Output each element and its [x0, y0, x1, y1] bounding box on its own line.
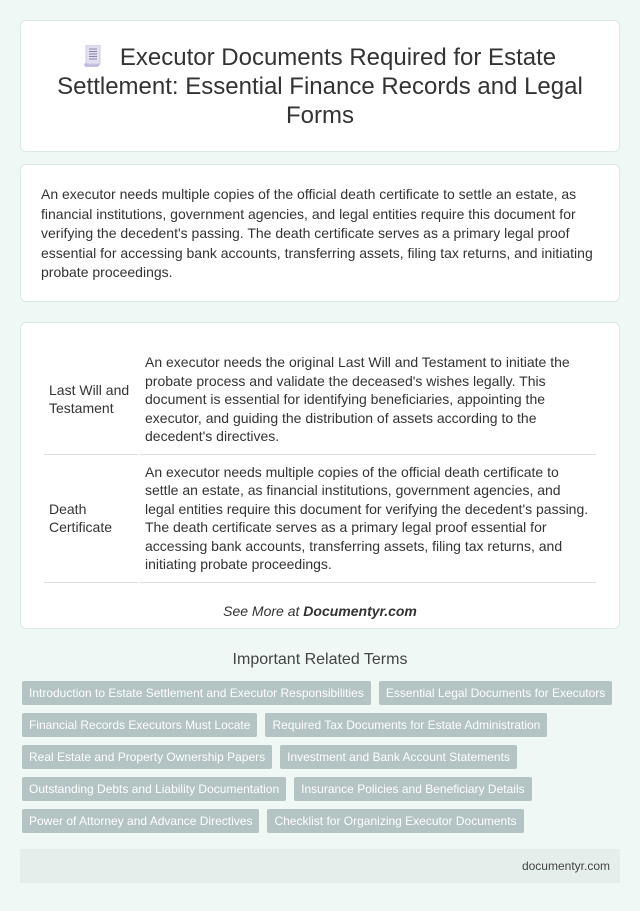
related-terms-title: Important Related Terms	[232, 651, 408, 668]
table-term: Last Will and Testament	[44, 345, 138, 455]
documents-table-card	[20, 322, 620, 629]
related-term-tag[interactable]: Outstanding Debts and Liability Documentation	[22, 777, 286, 801]
related-term-tag[interactable]: Insurance Policies and Beneficiary Details	[294, 777, 531, 801]
intro-text: An executor needs multiple copies of the official death certificate to settle an estate, as financial institutions, government agencies, and legal entities require this document for verifying the decedent's passing. The death certificate serves as a primary legal proof essential for accessing bank accounts, transferring assets, filing tax returns, and initiating probate proceedings.	[41, 186, 593, 280]
related-term-tag[interactable]: Checklist for Organizing Executor Documents	[267, 809, 523, 833]
title-card	[20, 20, 620, 152]
see-more-prefix: See More at	[223, 602, 304, 619]
related-term-tag[interactable]: Investment and Bank Account Statements	[280, 745, 517, 769]
table-row	[44, 345, 596, 455]
documents-table	[42, 345, 598, 583]
page-title-text: Executor Documents Required for Estate Settlement: Essential Finance Records and Legal Forms	[57, 43, 583, 129]
related-term-tag[interactable]: Essential Legal Documents for Executors	[379, 681, 612, 705]
intro-card	[20, 164, 620, 302]
footer	[20, 849, 620, 883]
see-more-link[interactable]: Documentyr.com	[303, 602, 417, 619]
related-term-tag[interactable]: Financial Records Executors Must Locate	[22, 713, 257, 737]
table-term: Death Certificate	[44, 455, 138, 583]
related-term-tag[interactable]: Power of Attorney and Advance Directives	[22, 809, 259, 833]
related-term-tag[interactable]: Real Estate and Property Ownership Papers	[22, 745, 272, 769]
footer-site[interactable]: documentyr.com	[521, 859, 610, 873]
table-row	[44, 455, 596, 583]
see-more	[42, 603, 598, 619]
table-description: An executor needs the original Last Will and Testament to initiate the probate process and validate the deceased's wishes legally. This document is essential for identifying beneficiaries, appointing the executor, and guiding the distribution of assets according to the decedent's directives.	[140, 345, 596, 455]
related-terms-list	[20, 681, 620, 833]
related-term-tag[interactable]: Introduction to Estate Settlement and Executor Responsibilities	[22, 681, 371, 705]
document-scroll-icon	[84, 45, 102, 67]
page-title	[51, 43, 589, 130]
table-description: An executor needs multiple copies of the official death certificate to settle an estate, as financial institutions, government agencies, and legal entities require this document for verifying the decedent's passing. The death certificate serves as a primary legal proof essential for accessing bank accounts, transferring assets, filing tax returns, and initiating probate proceedings.	[140, 455, 596, 583]
related-term-tag[interactable]: Required Tax Documents for Estate Administration	[265, 713, 547, 737]
